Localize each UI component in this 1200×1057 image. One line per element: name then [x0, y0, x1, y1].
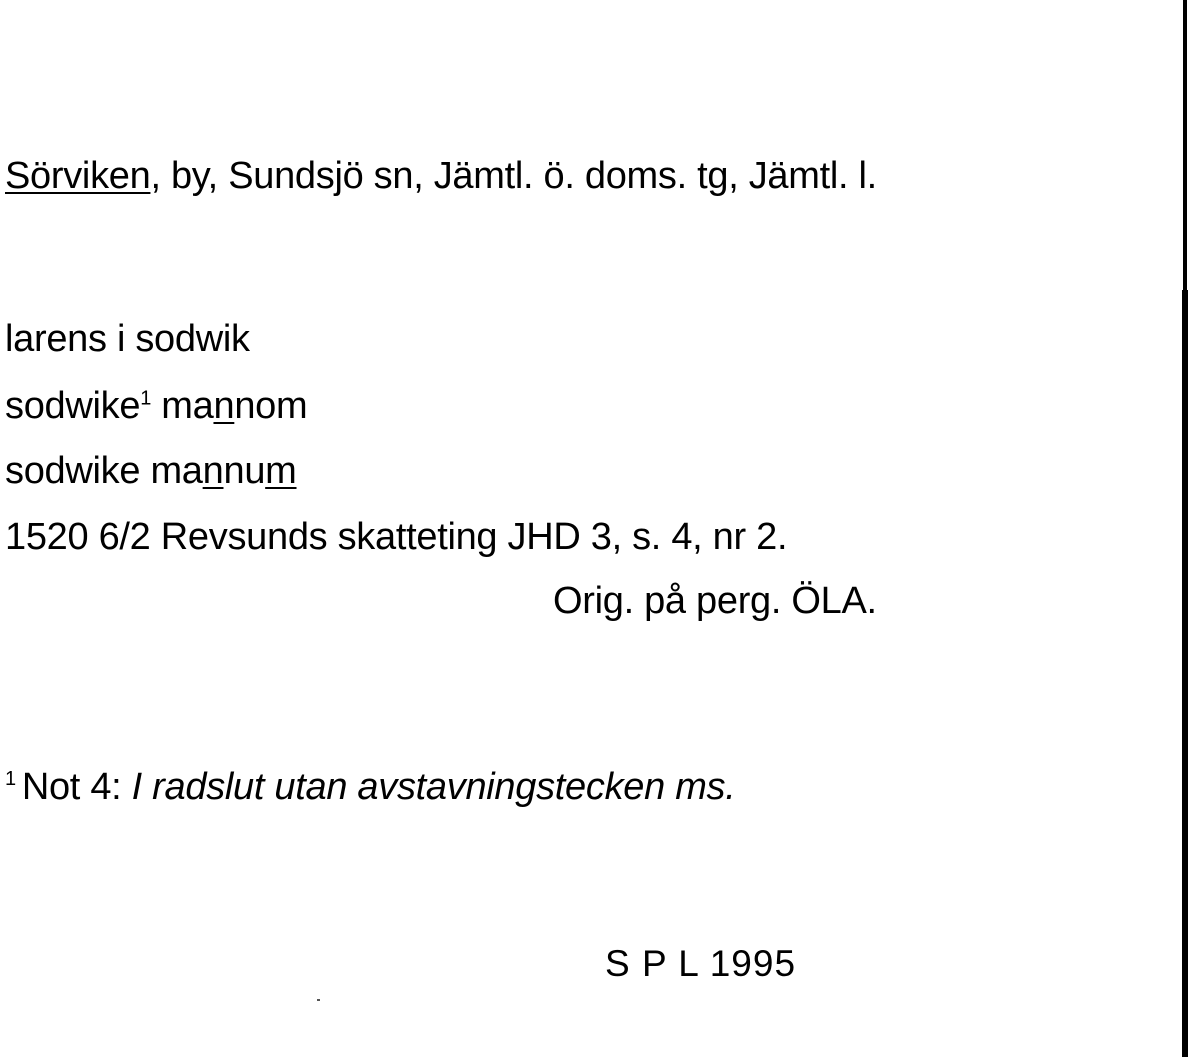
footnote-text: I radslut utan avstavningstecken ms. — [131, 766, 736, 808]
place-name: Sörviken — [5, 155, 151, 197]
source-line-3 — [5, 449, 297, 493]
source-line-2-part-c: nom — [234, 385, 308, 427]
card-edge-shadow — [1182, 290, 1188, 1057]
source-line-2-part-a: sodwike — [5, 385, 141, 427]
source-line-2-part-b: ma — [151, 385, 214, 427]
source-line-3-underlined-1: n — [202, 450, 224, 492]
source-origin: Orig. på perg. ÖLA. — [553, 580, 877, 622]
entry-heading — [5, 154, 877, 198]
scan-speck — [317, 999, 320, 1001]
signature: S P L 1995 — [605, 943, 797, 984]
source-line-3-part-a: sodwike ma — [5, 450, 203, 492]
footnote — [5, 765, 736, 815]
source-citation: 1520 6/2 Revsunds skatteting JHD 3, s. 4, nr 2. — [5, 516, 788, 558]
footnote-reference: 1 — [140, 387, 152, 410]
source-line-3-underlined-2: m — [265, 450, 297, 492]
source-line-1: larens i sodwik — [5, 318, 250, 360]
source-line-2 — [5, 384, 307, 428]
footnote-label: Not 4: — [21, 766, 132, 808]
place-description: , by, Sundsjö sn, Jämtl. ö. doms. tg, Jämtl. l. — [150, 155, 877, 197]
source-line-3-part-b: nu — [223, 450, 266, 492]
footnote-marker: 1 — [5, 768, 16, 790]
source-line-2-underlined: n — [213, 385, 235, 427]
